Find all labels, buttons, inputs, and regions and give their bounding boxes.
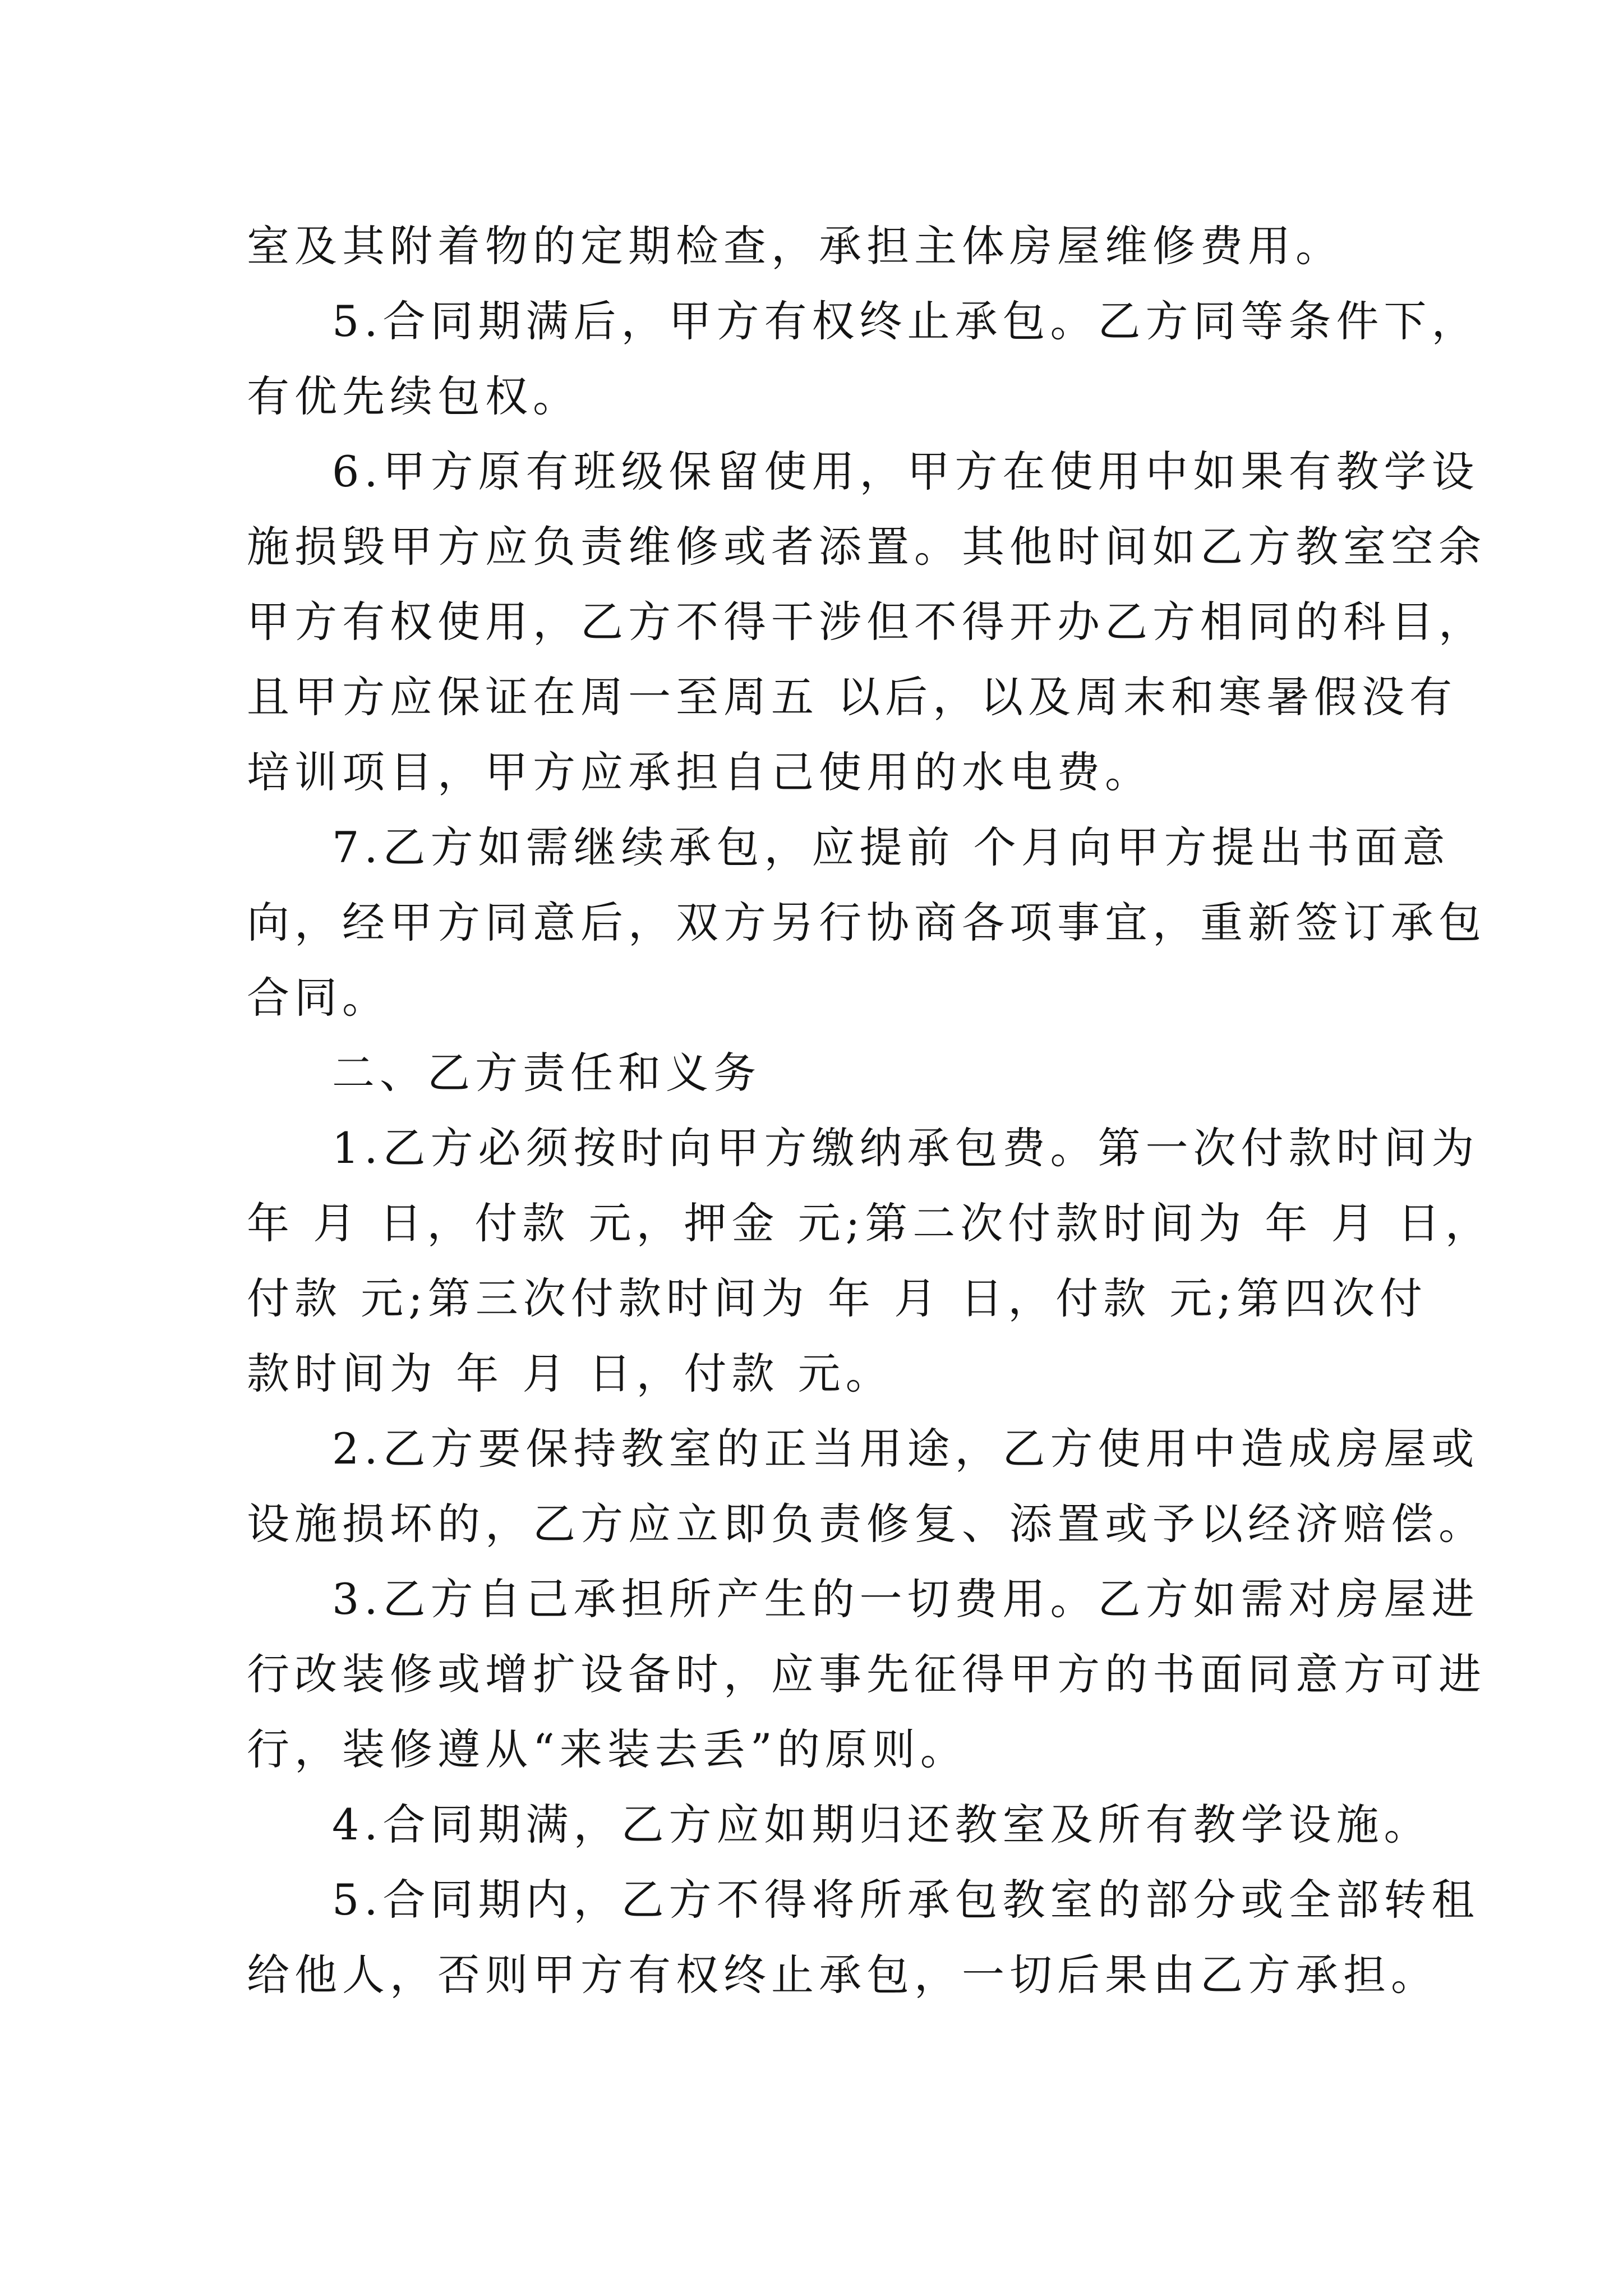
text-line: 向，经甲方同意后，双方另行协商各项事宜，重新签订承包	[247, 898, 1486, 947]
text-line: 1.乙方必须按时向甲方缴纳承包费。第一次付款时间为	[332, 1123, 1479, 1173]
text-line: 合同。	[247, 973, 390, 1023]
text-line: 室及其附着物的定期检查，承担主体房屋维修费用。	[247, 221, 1343, 271]
text-line: 5.合同期内，乙方不得将所承包教室的部分或全部转租	[332, 1875, 1479, 1925]
text-line: 年 月 日，付款 元，押金 元;第二次付款时间为 年 月 日，	[247, 1198, 1493, 1248]
text-line: 行，装修遵从“来装去丢”的原则。	[247, 1724, 968, 1774]
text-line: 甲方有权使用，乙方不得干涉但不得开办乙方相同的科目，	[247, 597, 1486, 647]
text-line: 行改装修或增扩设备时，应事先征得甲方的书面同意方可进	[247, 1649, 1486, 1699]
text-line: 2.乙方要保持教室的正当用途，乙方使用中造成房屋或	[332, 1424, 1479, 1474]
text-line: 6.甲方原有班级保留使用，甲方在使用中如果有教学设	[332, 447, 1479, 496]
text-line: 款时间为 年 月 日，付款 元。	[247, 1349, 893, 1398]
document-body	[247, 209, 1493, 2013]
text-line: 有优先续包权。	[247, 371, 580, 421]
text-line: 设施损坏的，乙方应立即负责修复、添置或予以经济赔偿。	[247, 1499, 1486, 1549]
text-line: 3.乙方自己承担所产生的一切费用。乙方如需对房屋进	[332, 1574, 1479, 1624]
text-line: 5.合同期满后，甲方有权终止承包。乙方同等条件下，	[332, 296, 1479, 346]
text-line: 付款 元;第三次付款时间为 年 月 日，付款 元;第四次付	[247, 1273, 1428, 1323]
text-line: 7.乙方如需继续承包，应提前 个月向甲方提出书面意	[332, 822, 1450, 872]
text-line: 4.合同期满，乙方应如期归还教室及所有教学设施。	[332, 1800, 1432, 1849]
text-line: 施损毁甲方应负责维修或者添置。其他时间如乙方教室空余	[247, 522, 1486, 572]
text-line: 给他人，否则甲方有权终止承包，一切后果由乙方承担。	[247, 1950, 1438, 2000]
text-line: 培训项目，甲方应承担自己使用的水电费。	[247, 747, 1152, 797]
text-line: 二、乙方责任和义务	[332, 1048, 761, 1098]
text-line: 且甲方应保证在周一至周五 以后，以及周末和寒暑假没有	[247, 672, 1458, 722]
